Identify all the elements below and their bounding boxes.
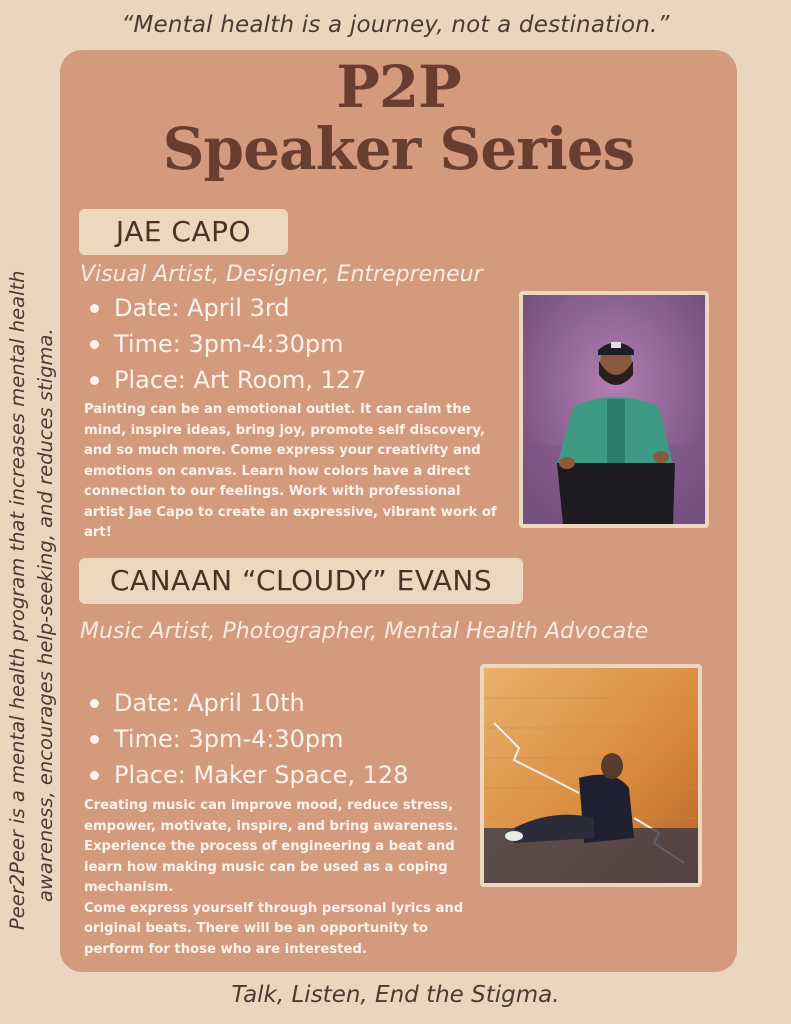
speaker-date: Date: April 3rd <box>80 290 510 326</box>
side-description-line2: awareness, encourages help-seeking, and reduces stigma. <box>34 328 57 902</box>
speaker-time: Time: 3pm-4:30pm <box>80 326 510 362</box>
speaker-photo-canaan-evans <box>480 664 702 887</box>
speaker-name-jae-capo: JAE CAPO <box>79 209 288 255</box>
speaker-date: Date: April 10th <box>80 685 480 721</box>
footer-tagline: Talk, Listen, End the Stigma. <box>231 982 560 1008</box>
speaker-place: Place: Art Room, 127 <box>80 362 510 398</box>
speaker-time: Time: 3pm-4:30pm <box>80 721 480 757</box>
portrait-image <box>484 668 698 883</box>
side-description <box>4 100 60 930</box>
speaker-details-list <box>80 685 480 793</box>
speaker-role: Music Artist, Photographer, Mental Health Advocate <box>80 619 649 644</box>
title-line2: Speaker Series <box>162 115 635 183</box>
portrait-image <box>523 295 705 524</box>
speaker-name-canaan-evans: CANAAN “CLOUDY” EVANS <box>79 558 523 604</box>
title-line1: P2P <box>336 53 461 121</box>
speaker-description-part2: Come express yourself through personal lyrics and original beats. There will be an opportunity to perform for those who are interested. <box>84 900 464 957</box>
page-title <box>60 53 737 183</box>
speaker-photo-jae-capo <box>519 291 709 528</box>
speaker-details-list <box>80 290 510 398</box>
speaker-place: Place: Maker Space, 128 <box>80 757 480 793</box>
header-quote: “Mental health is a journey, not a destination.” <box>121 12 670 38</box>
speaker-description <box>84 796 469 960</box>
speaker-description-part1: Creating music can improve mood, reduce stress, empower, motivate, inspire, and bring awareness. Experience the process of engineering a beat and learn how making music can be used as a coping mechanism. <box>84 798 458 895</box>
speaker-description: Painting can be an emotional outlet. It can calm the mind, inspire ideas, bring joy, promote self discovery, and so much more. Come express your creativity and emotions on canvas. Learn how colors have a direct connection to our feelings. Work with professional artist Jae Capo to create an expressive, vibrant work of art! <box>84 402 497 540</box>
side-description-line1: Peer2Peer is a mental health program that increases mental health <box>6 270 29 930</box>
speaker-role: Visual Artist, Designer, Entrepreneur <box>80 262 483 287</box>
